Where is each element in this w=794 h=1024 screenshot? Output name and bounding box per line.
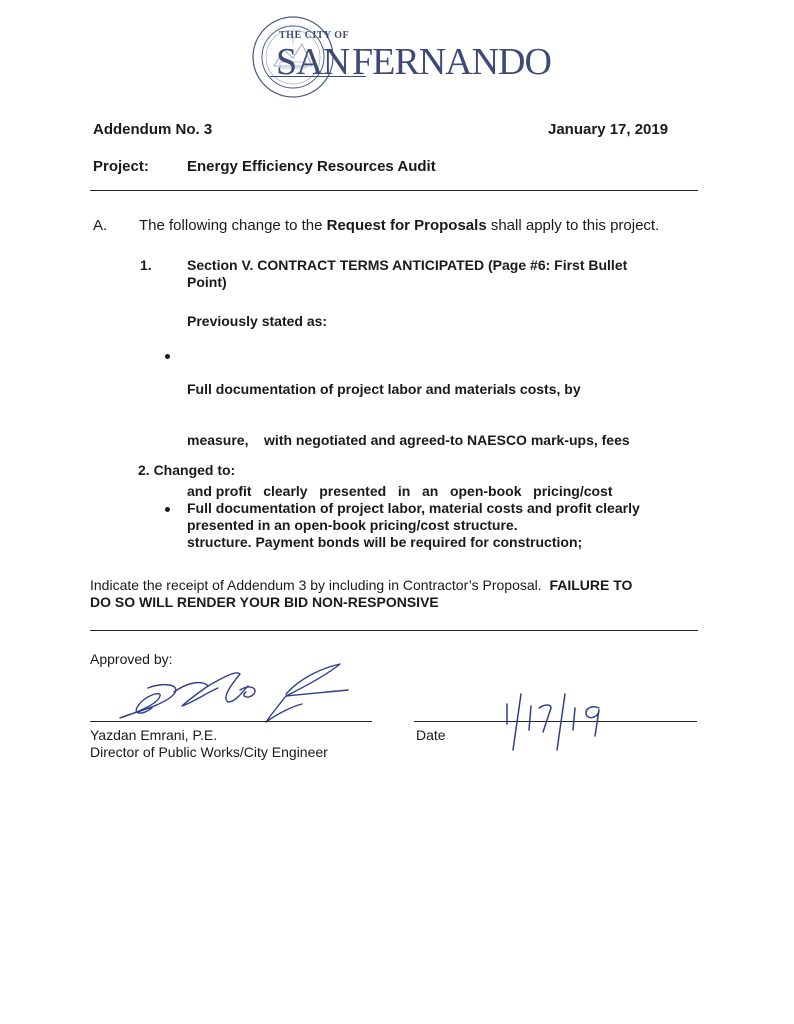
logo-small-text: THE CITY OF: [279, 30, 350, 41]
item2-bullet-line: presented in an open-book pricing/cost structure.: [187, 517, 518, 533]
addendum-number: Addendum No. 3: [93, 121, 213, 138]
section-a-marker: A.: [93, 217, 108, 234]
project-label: Project:: [93, 158, 149, 175]
item1-title-line1: Section V. CONTRACT TERMS ANTICIPATED (Page #6: First Bullet: [187, 257, 628, 273]
item1-title: [187, 257, 707, 291]
receipt-line2-bold: DO SO WILL RENDER YOUR BID NON-RESPONSIVE: [90, 594, 439, 610]
header-divider: [90, 190, 698, 191]
item2-bullet-text: [187, 500, 707, 534]
addendum-date: January 17, 2019: [548, 121, 669, 138]
section-a-text-bold: Request for Proposals: [326, 217, 487, 234]
approver-title: Director of Public Works/City Engineer: [90, 744, 328, 760]
item1-bullet-line: measure, with negotiated and agreed-to NAESCO mark-ups, fees: [187, 432, 630, 448]
logo-name-left: SAN: [276, 41, 350, 83]
item1-bullet-icon: [165, 354, 170, 359]
logo-underline: [270, 76, 366, 77]
date-label: Date: [416, 727, 446, 743]
item1-bullet-line: structure. Payment bonds will be required for construction;: [187, 534, 583, 550]
item1-previously-label: Previously stated as:: [187, 313, 328, 329]
handwritten-date-image: [495, 686, 645, 756]
signature-line: [90, 721, 372, 722]
approved-by-label: Approved by:: [90, 651, 173, 667]
section-a-text-after: shall apply to this project.: [486, 217, 660, 234]
approver-name: Yazdan Emrani, P.E.: [90, 727, 218, 743]
item1-bullet-line: Full documentation of project labor and materials costs, by: [187, 381, 581, 397]
receipt-divider: [90, 630, 698, 631]
receipt-line1-bold: FAILURE TO: [549, 577, 633, 593]
receipt-line1-regular: Indicate the receipt of Addendum 3 by including in Contractor’s Proposal.: [90, 577, 550, 593]
item2-bullet-icon: [165, 507, 170, 512]
item1-title-line2: Point): [187, 274, 227, 290]
item2-bullet-line: Full documentation of project labor, material costs and profit clearly: [187, 500, 640, 516]
project-name: Energy Efficiency Resources Audit: [187, 158, 436, 175]
item1-number: 1.: [140, 257, 152, 273]
signature-image: [90, 656, 370, 736]
item1-bullet-text: [187, 347, 702, 568]
receipt-notice: [90, 577, 710, 611]
section-a-text: [139, 217, 659, 234]
section-a-text-before: The following change to the: [139, 217, 327, 234]
logo-name-right: FERNANDO: [352, 41, 551, 83]
item2-title: 2. Changed to:: [138, 462, 236, 478]
item1-bullet-line: and profit clearly presented in an open-book pricing/cost: [187, 483, 613, 499]
approver-block: [90, 727, 328, 761]
